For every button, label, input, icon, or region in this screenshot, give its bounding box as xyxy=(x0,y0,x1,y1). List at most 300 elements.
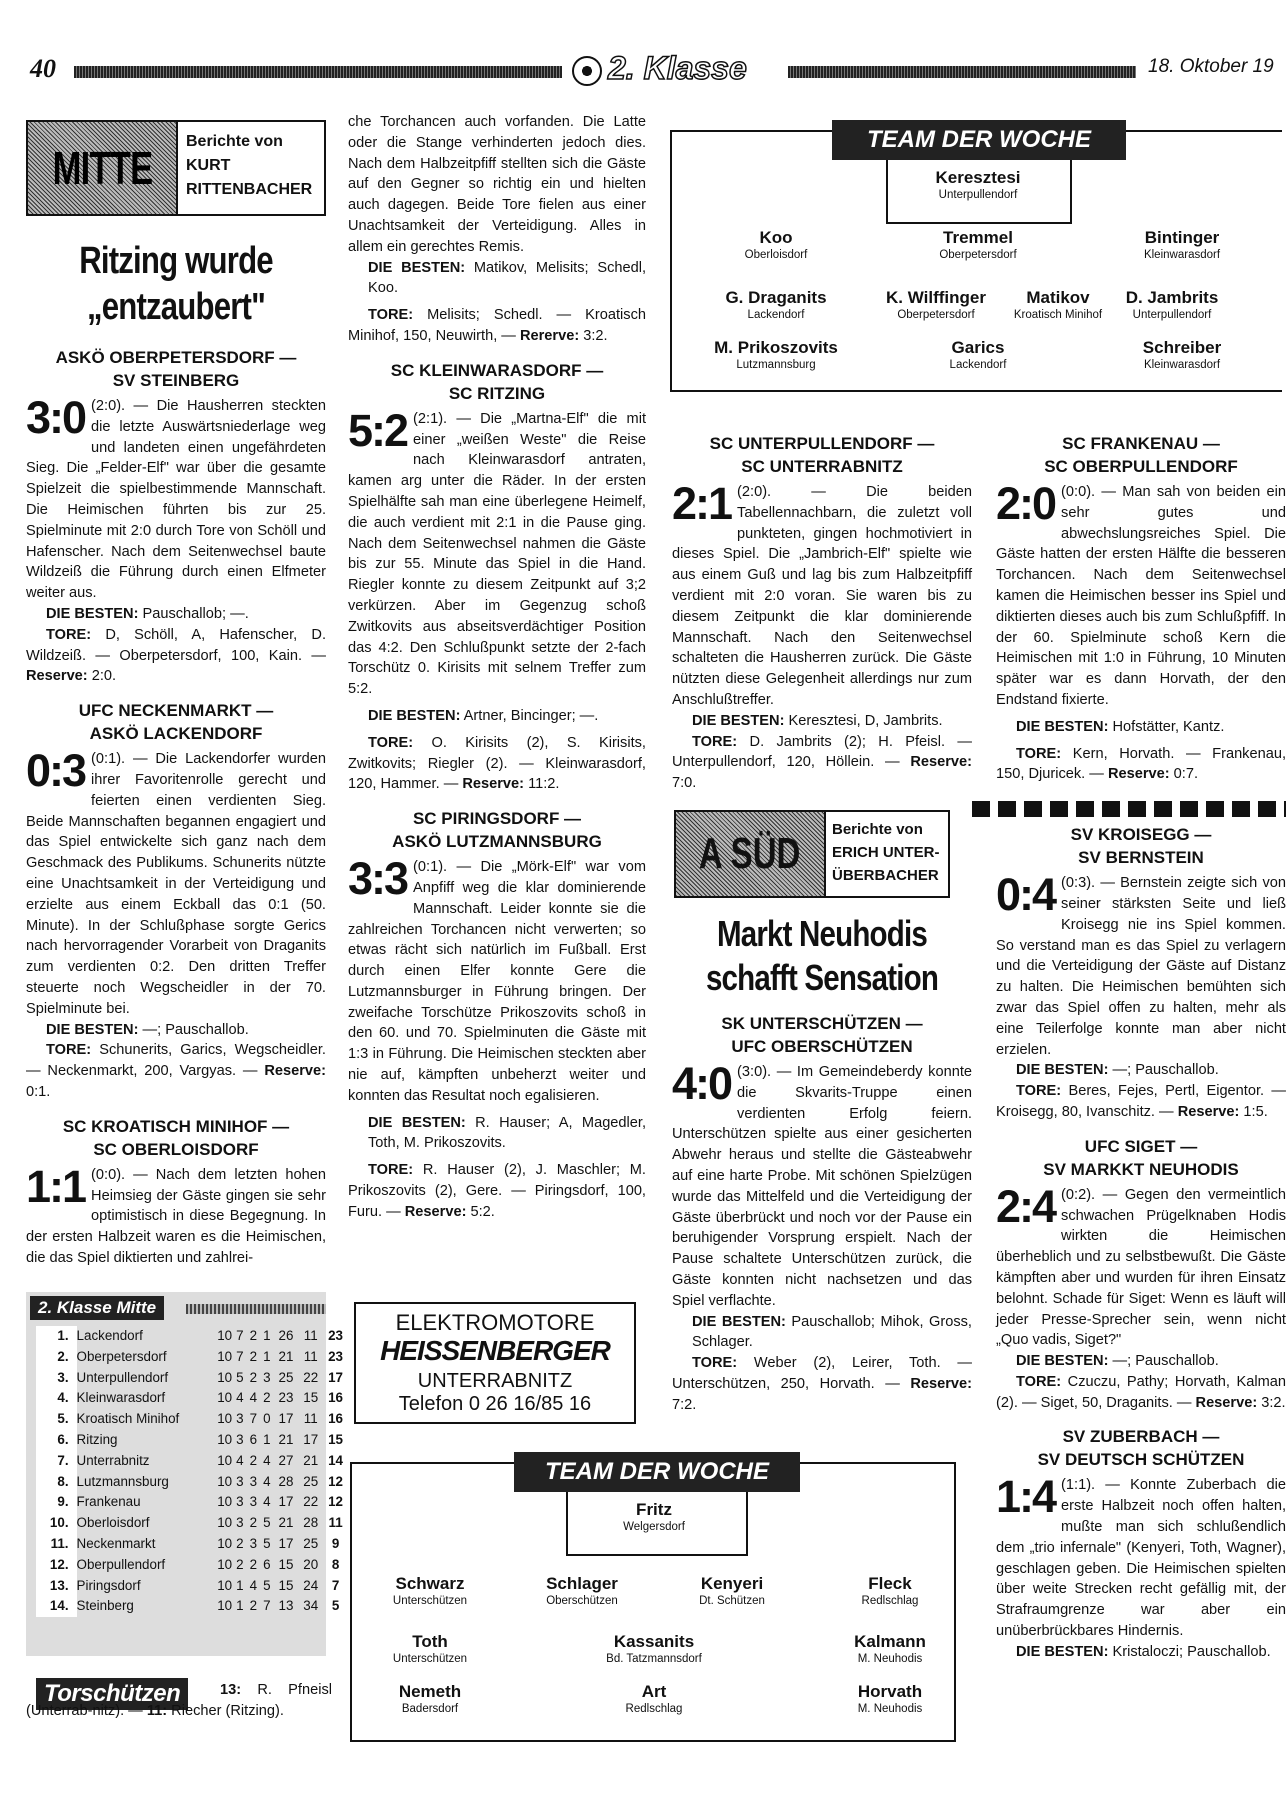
match-teams-away: ASKÖ LUTZMANNSBURG xyxy=(392,832,602,852)
best-players: Kristaloczi; Pauschallob. xyxy=(1108,1643,1271,1660)
team-player xyxy=(950,338,1007,372)
region-label-box xyxy=(676,812,826,896)
player-name: Kalmann xyxy=(854,1632,926,1651)
standings-team: Lutzmannsburg xyxy=(76,1473,169,1489)
standings-goals-against: 22 xyxy=(303,1369,319,1385)
goals-label: TORE: xyxy=(368,307,414,324)
standings-points: 23 xyxy=(328,1348,344,1364)
table-row xyxy=(36,1347,348,1368)
match-text xyxy=(26,392,326,604)
player-club: Bd. Tatzmannsdorf xyxy=(606,1653,702,1665)
standings-team: Piringsdorf xyxy=(76,1577,141,1593)
match-text xyxy=(996,1180,1286,1351)
section-title: 2. Klasse xyxy=(608,50,747,86)
standings-team: Oberpullendorf xyxy=(76,1556,166,1572)
player-club: Oberschützen xyxy=(546,1595,618,1607)
best-players: Hofstätter, Kantz. xyxy=(1108,718,1225,735)
standings-rank: 4. xyxy=(36,1388,77,1409)
standings-goals-for: 21 xyxy=(278,1515,294,1531)
table-title-rule xyxy=(186,1304,326,1314)
top-scorers-title: Torschützen xyxy=(36,1678,188,1710)
match-summary: (0:2). — Gegen den vermeintlich schwachen Prügelknaben Hodis wirkten die Heimischen überheblich und zu selbstbewußt. Die Gäste kämpften aber und wurden für ihren Einsatz belohnt. Schade für Siget: Wenn es läuft will jeder Presse-Sprecher sein, wenn nicht „Quo vadis, Siget?" xyxy=(996,1186,1286,1349)
best-label: DIE BESTEN: xyxy=(1016,1643,1109,1660)
standings-rank: 6. xyxy=(36,1430,77,1451)
league-table-title: 2. Klasse Mitte xyxy=(30,1296,164,1320)
match-summary: (0:0). — Nach dem letzten hohen Heimsieg der Gäste gingen sie sehr optimistisch in diese Begegnung. In der ersten Halbzeit waren es die Heimischen, die das Spiel diktierten und zahlrei- xyxy=(26,1166,326,1266)
goals-detail: Beres, Fejes, Pertl, Eigentor. — Kroisegg, 80, Ivanschitz. — xyxy=(996,1083,1286,1120)
player-name: K. Wilffinger xyxy=(886,288,986,307)
player-name: D. Jambrits xyxy=(1125,288,1219,307)
best-players: Pauschallob; Mihok, Gross, Schlager. xyxy=(692,1313,972,1351)
goals-detail: Czuczu, Pathy; Horvath, Kalman (2). — Siget, 50, Draganits. — xyxy=(996,1373,1286,1411)
column-4 xyxy=(996,432,1286,1800)
match-report xyxy=(996,432,1286,785)
goals-label: TORE: xyxy=(1016,1373,1062,1390)
standings-points: 8 xyxy=(331,1556,340,1572)
player-name: Keresztesi xyxy=(935,168,1021,187)
standings-rank: 8. xyxy=(36,1472,77,1493)
header-rule-left xyxy=(74,66,562,78)
standings-goals-for: 17 xyxy=(278,1411,294,1427)
team-title: TEAM DER WOCHE xyxy=(514,1452,800,1492)
standings-drawn: 2 xyxy=(249,1556,258,1572)
player-name: Garics xyxy=(951,338,1005,357)
match-teams-away: SV MARKKT NEUHODIS xyxy=(1043,1159,1239,1179)
standings-won: 2 xyxy=(236,1535,244,1551)
match-summary: (3:0). — Im Gemeindeberdy konnte die Skvarits-Truppe einen verdienten Erfolg feiern. Unterschützen spielte aus einer gesicherten Abwehr heraus und stellte die Gästeabwehr auf eine harte Probe. Mit schönen Spielzügen wurde das Mittelfeld und die Verteidigung der Gäste überbrückt und noch vor der Pause ein beruhigender Vorsprung erspielt. Nach der Pause schaltete Unterschützen zurück, die Gäste konnten nicht nachsetzen und das Spiel verflachte. xyxy=(672,1064,972,1309)
player-club: Unterpullendorf xyxy=(938,189,1018,201)
match-report xyxy=(26,1115,326,1269)
header-rule-right xyxy=(788,66,1136,78)
headline-line-2: schafft Sensation xyxy=(705,957,939,998)
goals-label: TORE: xyxy=(1016,1083,1062,1100)
standings-played: 10 xyxy=(217,1431,233,1447)
match-summary: (2:1). — Die „Martna-Elf" die mit einer „weißen Weste" die Reise nach Kleinwarasdorf antraten, kamen arg unter die Räder. In der ersten Spielhälfte sah man eine überlegene Heimelf, die auch verdient mit 2:1 in die Pause ging. Nach dem Seitenwechsel nahmen die Gäste bis zur 55. Minute das Spiel in die Hand. Riegler konnte zu diesem Zeitpunkt auf 3;2 verkürzen. Aber im Gegenzug schoß Zwitkovits aus abseitsverdächtiger Position das 4:2. Den Schlußpunkt setzte der 2-fach Torschütz 0. Kirisits mit selnem Treffer zum 5:2. xyxy=(348,410,646,698)
table-row xyxy=(36,1409,348,1430)
standings-drawn: 4 xyxy=(249,1390,258,1406)
match-goals xyxy=(348,733,646,795)
team-player xyxy=(939,228,1016,262)
match-report xyxy=(348,359,646,795)
headline-line-2: „entzaubert" xyxy=(86,286,266,328)
player-club: Unterschützen xyxy=(392,1653,468,1665)
match-text xyxy=(26,745,326,1019)
scorers-entry-13: R. Pfneisl (Unterrab- xyxy=(26,1682,332,1719)
byline-author: KURT xyxy=(186,157,231,174)
table-row xyxy=(36,1368,348,1389)
match-teams-away: SV DEUTSCH SCHÜTZEN xyxy=(1037,1450,1245,1470)
player-club: Redlschlag xyxy=(861,1595,919,1607)
standings-goals-for: 28 xyxy=(278,1473,294,1489)
standings-played: 10 xyxy=(217,1328,233,1343)
league-table xyxy=(26,1292,344,1656)
standings-drawn: 2 xyxy=(249,1452,258,1468)
standings-goals-against: 17 xyxy=(303,1431,319,1447)
team-player xyxy=(862,1574,919,1608)
player-name: Koo xyxy=(759,228,793,247)
player-club: Unterschützen xyxy=(392,1595,468,1607)
team-player xyxy=(606,1632,702,1666)
standings-team: Lackendorf xyxy=(76,1328,143,1343)
match-best xyxy=(26,1020,326,1041)
standings-goals-for: 17 xyxy=(278,1535,294,1551)
team-player xyxy=(1144,228,1220,262)
standings-rank: 12. xyxy=(36,1555,77,1576)
match-goals xyxy=(672,1353,972,1415)
player-name: G. Draganits xyxy=(725,288,827,307)
match-teams-home: SC UNTERPULLENDORF — xyxy=(709,434,935,453)
match-summary: (2:0). — Die Hausherren steckten die letzte Auswärtsniederlage weg und landeten einen ungefährdeten Sieg. Die „Felder-Elf" war über die gesamte Spielzeit die spielbestimmende Mannschaft. Die Heimischen führten bis zur 25. Spielminute mit 2:0 durch Tore von Schöll und Hafenscher. Nach dem Seitenwechsel baute Wildzeiß die Führung durch einen Elfmeter weiter aus. xyxy=(26,398,326,602)
best-players: Matikov, Melisits; Schedl, Koo. xyxy=(368,259,647,297)
standings-goals-for: 26 xyxy=(278,1328,294,1343)
standings-team: Kleinwarasdorf xyxy=(76,1390,166,1406)
goals-label: TORE: xyxy=(368,1162,414,1179)
scorers-rank-13: 13: xyxy=(220,1682,242,1698)
standings-drawn: 3 xyxy=(249,1473,258,1489)
goals-detail: R. Hauser (2), J. Maschler; M. Prikoszovits (2), Gere. — Piringsdorf, 100, Furu. — xyxy=(348,1162,646,1220)
match-teams-away: SC OBERLOISDORF xyxy=(93,1139,259,1159)
match-teams-away: SV STEINBERG xyxy=(112,371,240,390)
match-goals xyxy=(348,305,646,347)
standings-points: 23 xyxy=(328,1328,344,1343)
team-player xyxy=(1143,338,1221,372)
standings-played: 10 xyxy=(217,1473,233,1489)
match-teams-home: SK UNTERSCHÜTZEN — xyxy=(721,1014,923,1033)
table-row xyxy=(36,1534,348,1555)
standings-team: Unterpullendorf xyxy=(76,1369,169,1385)
best-players: —; Pauschallob. xyxy=(138,1021,249,1038)
standings-goals-against: 22 xyxy=(303,1494,319,1510)
goals-label: TORE: xyxy=(368,734,414,751)
goals-label: TORE: xyxy=(692,1355,738,1372)
standings-goals-against: 25 xyxy=(303,1473,319,1489)
reserve-label: Reserve: xyxy=(1195,1394,1258,1411)
standings-played: 10 xyxy=(217,1577,233,1593)
standings-drawn: 2 xyxy=(249,1369,258,1385)
match-teams-away: SC OBERPULLENDORF xyxy=(1044,457,1238,476)
team-player xyxy=(714,338,838,372)
player-club: Welgersdorf xyxy=(623,1521,685,1533)
standings-lost: 5 xyxy=(263,1535,271,1551)
reserve-label: Reserve: xyxy=(1107,766,1170,783)
standings-rank: 1. xyxy=(36,1326,77,1347)
reserve-label: Reserve: xyxy=(910,754,972,771)
standings-goals-for: 15 xyxy=(278,1556,294,1572)
reserve-score: 7:0. xyxy=(672,775,697,792)
player-club: Kroatisch Minihof xyxy=(1013,309,1103,321)
match-text xyxy=(672,1058,972,1312)
player-club: Dt. Schützen xyxy=(699,1595,765,1607)
team-of-week-central xyxy=(670,126,1282,392)
team-player xyxy=(546,1574,618,1608)
match-teams-away: ASKÖ LACKENDORF xyxy=(89,724,263,744)
best-label: DIE BESTEN: xyxy=(1016,1062,1109,1079)
standings-points: 15 xyxy=(328,1431,344,1447)
match-best xyxy=(26,604,326,625)
reserve-score: 0:1. xyxy=(26,1083,51,1100)
reserve-score: 3:2. xyxy=(1257,1394,1286,1411)
match-best xyxy=(672,711,972,732)
region-label-box xyxy=(28,122,178,214)
standings-goals-against: 11 xyxy=(303,1348,318,1364)
standings-won: 3 xyxy=(236,1411,244,1427)
standings-team: Kroatisch Minihof xyxy=(76,1411,180,1427)
standings-lost: 0 xyxy=(263,1411,271,1427)
ad-brand: HEISSENBERGER xyxy=(380,1335,610,1366)
team-player xyxy=(935,168,1020,202)
match-summary: (2:0). — Die beiden Tabellennachbarn, die zuletzt voll punkteten, gingen hochmotiviert in dieses Spiel. Die „Jambrich-Elf" spielte wie aus einem Guß und lag bis zum Halbzeitpfiff verdient mit 2:0 voran. Sie waren bis zu diesem Zeitpunkt die klar dominierende Mannschaft. Nach den Seitenwechsel schalteten die Hausherren zurück. Die Gäste nützten diese Gelegenheit allerdings nur zum Anschlußtreffer. xyxy=(672,484,972,708)
match-report xyxy=(672,432,972,794)
standings-rank: 11. xyxy=(36,1534,77,1555)
team-player xyxy=(886,288,986,322)
standings-rank: 13. xyxy=(36,1576,77,1597)
team-player xyxy=(399,1682,461,1716)
match-report xyxy=(996,823,1286,1123)
byline-author: ERICH UNTER- xyxy=(832,844,940,861)
standings-rank: 10. xyxy=(36,1513,77,1534)
scorers-rank-11: 11: xyxy=(146,1703,168,1719)
standings-goals-against: 28 xyxy=(303,1515,319,1531)
player-club: Oberpetersdorf xyxy=(939,249,1017,261)
standings-drawn: 3 xyxy=(249,1535,258,1551)
ad-phone: Telefon 0 26 16/85 16 xyxy=(398,1393,592,1415)
standings-lost: 6 xyxy=(263,1556,271,1572)
player-name: Fleck xyxy=(868,1574,912,1593)
match-summary: (1:1). — Konnte Zuberbach die erste Halbzeit noch offen halten, mußte man sich schlußendlich dem „trio infernale" (Kenyeri, Toth, Wagner), geschlagen geben. Die Heimischen spielten über weite Strecken recht gefällig mit, der Strafraumgrenze war aber ein unüberbrückbares Hindernis. xyxy=(996,1477,1286,1640)
match-score: 2:0 xyxy=(996,478,1056,529)
standings-played: 10 xyxy=(217,1390,233,1406)
byline-author-surname: ÜBERBACHER xyxy=(832,867,939,884)
standings-drawn: 2 xyxy=(249,1348,258,1364)
reserve-score: 2:0. xyxy=(87,668,117,685)
headline-line-1: Ritzing wurde xyxy=(79,240,273,282)
match-text xyxy=(996,1471,1286,1641)
team-player xyxy=(854,1632,926,1666)
match-text xyxy=(996,869,1286,1060)
player-club: Unterpullendorf xyxy=(1132,309,1212,321)
ad-line-1: ELEKTROMOTORE xyxy=(395,1310,595,1335)
soccer-ball-icon xyxy=(572,56,602,86)
match-score: 0:3 xyxy=(26,745,86,797)
mitte-section-header xyxy=(26,120,326,216)
best-label: DIE BESTEN: xyxy=(46,605,139,622)
ad-line-3: UNTERRABNITZ xyxy=(417,1370,573,1392)
goals-detail: Weber (2), Leirer, Toth. — Unterschützen, 250, Horvath. — xyxy=(672,1355,972,1392)
player-name: Bintinger xyxy=(1144,228,1220,247)
match-teams-home: SC FRANKENAU — xyxy=(1062,434,1220,453)
reserve-label: Reserve: xyxy=(1177,1103,1240,1120)
standings-points: 11 xyxy=(328,1515,343,1531)
reserve-score: 5:2. xyxy=(466,1203,495,1220)
standings-lost: 3 xyxy=(263,1369,271,1385)
standings-points: 16 xyxy=(328,1411,344,1427)
standings-goals-against: 11 xyxy=(303,1328,318,1343)
match-text xyxy=(26,1160,326,1269)
standings-won: 4 xyxy=(236,1452,244,1468)
player-name: Kenyeri xyxy=(700,1574,764,1593)
standings-goals-against: 25 xyxy=(303,1535,319,1551)
match-teams-home: SV KROISEGG — xyxy=(1070,825,1212,845)
standings-lost: 5 xyxy=(263,1577,271,1593)
reserve-score: 7:2. xyxy=(672,1396,697,1413)
team-player xyxy=(858,1682,923,1716)
standings-team: Neckenmarkt xyxy=(76,1535,156,1551)
team-title: TEAM DER WOCHE xyxy=(832,120,1126,160)
match-goals xyxy=(996,1372,1286,1414)
match-summary-continued: che Torchancen auch vorfanden. Die Latte oder die Stange verhinderten jedoch dies. Nach dem Halbzeitpfiff stellten sich die Gäste auf den Gegner so richtig ein und hielten auch dagegen. Beide Tore fielen aus einer Unachtsamkeit der Verteidigung. Alles in allem ein gerechtes Remis. xyxy=(348,114,646,255)
column-1 xyxy=(26,120,326,1269)
scorers-entry-13-cont: nitz). — xyxy=(92,1703,147,1719)
player-name: Schlager xyxy=(546,1574,618,1593)
goals-detail: D, Schöll, A, Hafenscher, D. Wildzeiß. — Oberpetersdorf, 100, Kain. — xyxy=(26,626,326,664)
player-club: Kleinwarasdorf xyxy=(1143,249,1221,261)
team-of-week-south xyxy=(350,1458,956,1742)
player-name: M. Prikoszovits xyxy=(714,338,838,357)
byline xyxy=(826,812,946,896)
table-row xyxy=(36,1451,348,1472)
player-club: Lackendorf xyxy=(747,309,805,321)
page-header xyxy=(28,50,1274,92)
standings-lost: 1 xyxy=(263,1431,271,1447)
standings-rank: 2. xyxy=(36,1347,77,1368)
match-teams-home: UFC SIGET — xyxy=(1084,1136,1198,1156)
standings-won: 2 xyxy=(236,1556,244,1572)
match-best xyxy=(996,1642,1286,1663)
player-club: Badersdorf xyxy=(401,1703,459,1715)
player-name: Horvath xyxy=(857,1682,923,1701)
standings-goals-for: 15 xyxy=(278,1577,294,1593)
standings-drawn: 4 xyxy=(249,1577,258,1593)
player-club: Oberloisdorf xyxy=(744,249,808,261)
standings-goals-against: 34 xyxy=(303,1598,319,1614)
match-score: 5:2 xyxy=(348,404,408,456)
standings-drawn: 2 xyxy=(249,1515,258,1531)
team-player xyxy=(745,228,808,262)
sued-section-header xyxy=(674,810,950,898)
team-player xyxy=(725,288,826,322)
best-players: Pauschallob; —. xyxy=(138,605,249,622)
standings-goals-against: 11 xyxy=(303,1411,318,1427)
column-3 xyxy=(672,432,972,794)
standings-drawn: 2 xyxy=(249,1598,258,1614)
standings-won: 3 xyxy=(236,1494,244,1510)
standings-goals-against: 21 xyxy=(303,1452,319,1468)
match-summary: (0:3). — Bernstein zeigte sich von seiner stärksten Seite und ließ Kroisegg nie ins Spiel kommen. So verstand man es das Spiel zu verlagern und die Verteidigung der Gäste auf Distanz zu halten. Die Heimischen bemühten sich zwar das Spiel offen zu halten, mehr als eine Teilerfolge konnte man aber nicht erzielen. xyxy=(996,875,1286,1058)
player-club: Oberpetersdorf xyxy=(897,309,975,321)
player-name: Toth xyxy=(412,1632,448,1651)
standings-team: Oberpetersdorf xyxy=(76,1348,167,1364)
table-row xyxy=(36,1492,348,1513)
standings-goals-against: 24 xyxy=(303,1577,319,1593)
best-label: DIE BESTEN: xyxy=(368,707,461,724)
player-club: M. Neuhodis xyxy=(857,1653,923,1665)
standings-played: 10 xyxy=(217,1598,233,1614)
reserve-label: Rererve: xyxy=(519,327,580,344)
section-divider xyxy=(972,801,1286,817)
match-goals xyxy=(672,732,972,794)
match-teams-home: SV ZUBERBACH — xyxy=(1062,1427,1220,1447)
standings-won: 7 xyxy=(236,1348,244,1364)
best-label: DIE BESTEN: xyxy=(368,259,466,276)
standings-goals-for: 21 xyxy=(278,1431,294,1447)
standings-points: 14 xyxy=(328,1452,344,1468)
standings-won: 5 xyxy=(236,1369,244,1385)
match-score: 4:0 xyxy=(672,1058,732,1109)
standings-won: 3 xyxy=(236,1473,244,1489)
standings-team: Ritzing xyxy=(76,1431,118,1447)
team-player xyxy=(699,1574,765,1608)
match-text xyxy=(348,853,646,1107)
advertisement xyxy=(354,1302,636,1424)
match-score: 3:0 xyxy=(26,392,86,443)
standings-drawn: 7 xyxy=(249,1411,258,1427)
reserve-score: 11:2. xyxy=(524,776,560,793)
table-row xyxy=(36,1596,348,1617)
reserve-label: Reserve: xyxy=(26,668,88,685)
best-players: Keresztesi, D, Jambrits. xyxy=(784,712,943,729)
standings-goals-for: 25 xyxy=(278,1369,294,1385)
scorers-entry-11: Riecher (Ritzing). xyxy=(167,1703,284,1719)
standings-points: 5 xyxy=(331,1598,340,1614)
match-best xyxy=(996,717,1286,738)
reserve-label: Reserve: xyxy=(910,1375,972,1392)
standings-lost: 4 xyxy=(263,1452,271,1468)
player-name: Tremmel xyxy=(943,228,1013,247)
match-text xyxy=(672,478,972,711)
match-score: 2:1 xyxy=(672,478,732,529)
match-best xyxy=(672,1312,972,1354)
match-summary: (0:0). — Man sah von beiden ein sehr gutes und abwechslungsreiches Spiel. Die Gäste hatten der ersten Hälfte die besseren Torchancen. Nach dem Seitenwechsel kamen die Heimischen besser ins Spiel und diktierten dieses auch bis zum Schlußpfiff. In der 60. Spielminute schoß Kern die Heimischen mit 1:0 in Führung, 10 Minuten später war es dann Horvath, der den Endstand fixierte. xyxy=(996,484,1286,708)
reserve-score: 1:5. xyxy=(1239,1103,1268,1120)
goals-label: TORE: xyxy=(1016,745,1062,762)
standings-played: 10 xyxy=(217,1515,233,1531)
match-report xyxy=(26,346,326,687)
standings-drawn: 3 xyxy=(249,1494,258,1510)
team-player xyxy=(1126,288,1219,322)
player-club: Redlschlag xyxy=(625,1703,683,1715)
goals-detail: Melisits; Schedl. — Kroatisch Minihof, 150, Neuwirth, — xyxy=(348,307,646,344)
match-teams-home: SC PIRINGSDORF — xyxy=(412,809,582,829)
match-best xyxy=(996,1351,1286,1372)
goals-label: TORE: xyxy=(46,626,92,643)
match-report xyxy=(996,1425,1286,1662)
match-teams-away: SV BERNSTEIN xyxy=(1078,848,1204,868)
match-score: 3:3 xyxy=(348,853,408,905)
standings-played: 10 xyxy=(217,1411,233,1427)
reserve-label: Reserve: xyxy=(462,776,525,793)
page-number: 40 xyxy=(30,54,56,83)
match-text xyxy=(348,404,646,700)
reserve-score: 3:2. xyxy=(579,327,608,344)
player-name: Fritz xyxy=(636,1500,672,1519)
player-name: Matikov xyxy=(1026,288,1090,307)
standings-lost: 4 xyxy=(263,1473,271,1489)
table-row xyxy=(36,1555,348,1576)
standings-points: 17 xyxy=(328,1369,344,1385)
best-label: DIE BESTEN: xyxy=(692,712,785,729)
player-name: Nemeth xyxy=(398,1682,462,1701)
standings-table xyxy=(36,1326,348,1617)
standings-rank: 9. xyxy=(36,1492,77,1513)
goals-detail: D. Jambrits (2); H. Pfeisl. — Unterpullendorf, 120, Höllein. — xyxy=(672,733,972,771)
table-row xyxy=(36,1430,348,1451)
player-name: Art xyxy=(641,1682,667,1701)
player-club: M. Neuhodis xyxy=(857,1703,923,1715)
goals-detail: O. Kirisits (2), S. Kirisits, Zwitkovits; Riegler (2). — Kleinwarasdorf, 120, Hammer. — xyxy=(348,734,646,793)
match-teams-home: SC KLEINWARASDORF — xyxy=(390,360,604,380)
standings-team: Steinberg xyxy=(76,1598,134,1614)
standings-played: 10 xyxy=(217,1348,233,1364)
